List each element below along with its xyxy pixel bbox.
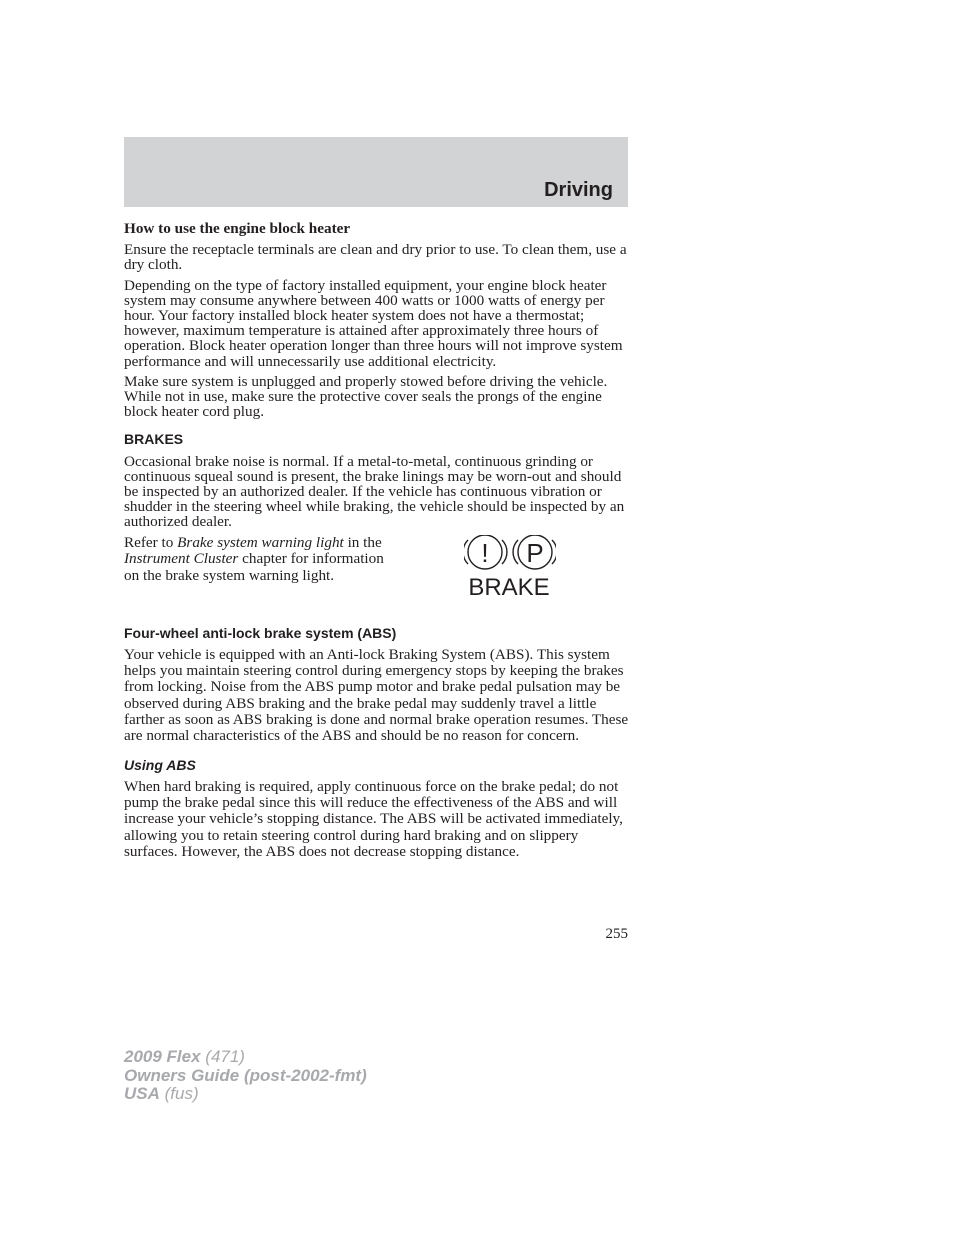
refer-brake-warning-light: Brake system warning light (177, 533, 344, 551)
document-footer (124, 1048, 367, 1104)
brake-park-letter: P (526, 537, 544, 568)
brakes-paragraph-1: Occasional brake noise is normal. If a metal-to-metal, continuous grinding or continuous squeal sound is present, the brake linings may be worn-out and should be inspected by an authorized dealer. If the vehicle has continuous vibration or shudder in the steering wheel while braking, the vehicle should be inspected by an authorized dealer. (124, 452, 625, 531)
footer-model-code: (471) (200, 1047, 245, 1066)
refer-prefix: Refer to (124, 533, 178, 551)
footer-guide: Owners Guide (post-2002-fmt) (124, 1065, 367, 1085)
abs-heading: Four-wheel anti-lock brake system (ABS) (124, 624, 397, 641)
block-heater-paragraph-3: Make sure system is unplugged and properly stowed before driving the vehicle. While not in use, make sure the protective cover seals the prongs of the engine block heater cord plug. (124, 372, 608, 421)
footer-line-market (124, 1085, 367, 1104)
using-abs-heading: Using ABS (124, 756, 196, 773)
section-title: Driving (544, 179, 613, 201)
using-abs-paragraph-1: When hard braking is required, apply continuous force on the brake pedal; do not pump the brake pedal since this will reduce the effectiveness of the ABS and will increase your vehicle’s stopping distance. The ABS will be activated immediately, allowing you to retain steering control during hard braking and on slippery surfaces. However, the ABS does not decrease stopping distance. (124, 777, 623, 861)
section-header-band (124, 137, 628, 207)
page-number: 255 (605, 926, 628, 942)
refer-suffix: chapter for information on the brake system warning light. (124, 550, 384, 584)
footer-market: USA (124, 1084, 160, 1103)
block-heater-heading: How to use the engine block heater (124, 220, 351, 237)
abs-paragraph-1: Your vehicle is equipped with an Anti-lock Braking System (ABS). This system helps you maintain steering control during emergency stops by keeping the brakes from locking. Noise from the ABS pump motor and brake pedal pulsation may be observed during ABS braking and the brake pedal may suddenly travel a little farther as soon as ABS braking is done and normal brake operation resumes. These are normal characteristics of the ABS and should be no reason for concern. (124, 645, 629, 745)
block-heater-paragraph-2: Depending on the type of factory installed equipment, your engine block heater system may consume anywhere between 400 watts or 1000 watts of energy per hour. Your factory installed block heater system does not have a thermostat; however, maximum temperature is attained after approximately three hours of operation. Block heater operation longer than three hours will not improve system performance and will unnecessarily use additional electricity. (124, 276, 623, 370)
brake-label: BRAKE (468, 573, 550, 597)
block-heater-paragraph-1: Ensure the receptacle terminals are clean and dry prior to use. To clean them, use a dry cloth. (124, 241, 627, 274)
footer-line-guide (124, 1067, 367, 1086)
footer-model: 2009 Flex (124, 1047, 201, 1066)
footer-line-model (124, 1048, 367, 1067)
refer-instrument-cluster: Instrument Cluster (124, 550, 239, 568)
brake-warning-icon (464, 535, 556, 597)
brake-reference-text (124, 535, 384, 585)
brake-exclamation: ! (481, 537, 489, 568)
page-content (124, 221, 630, 865)
brake-warning-reference (124, 535, 630, 613)
brakes-heading: BRAKES (124, 431, 184, 448)
refer-mid: in the (343, 533, 382, 551)
footer-market-code: (fus) (159, 1084, 199, 1103)
